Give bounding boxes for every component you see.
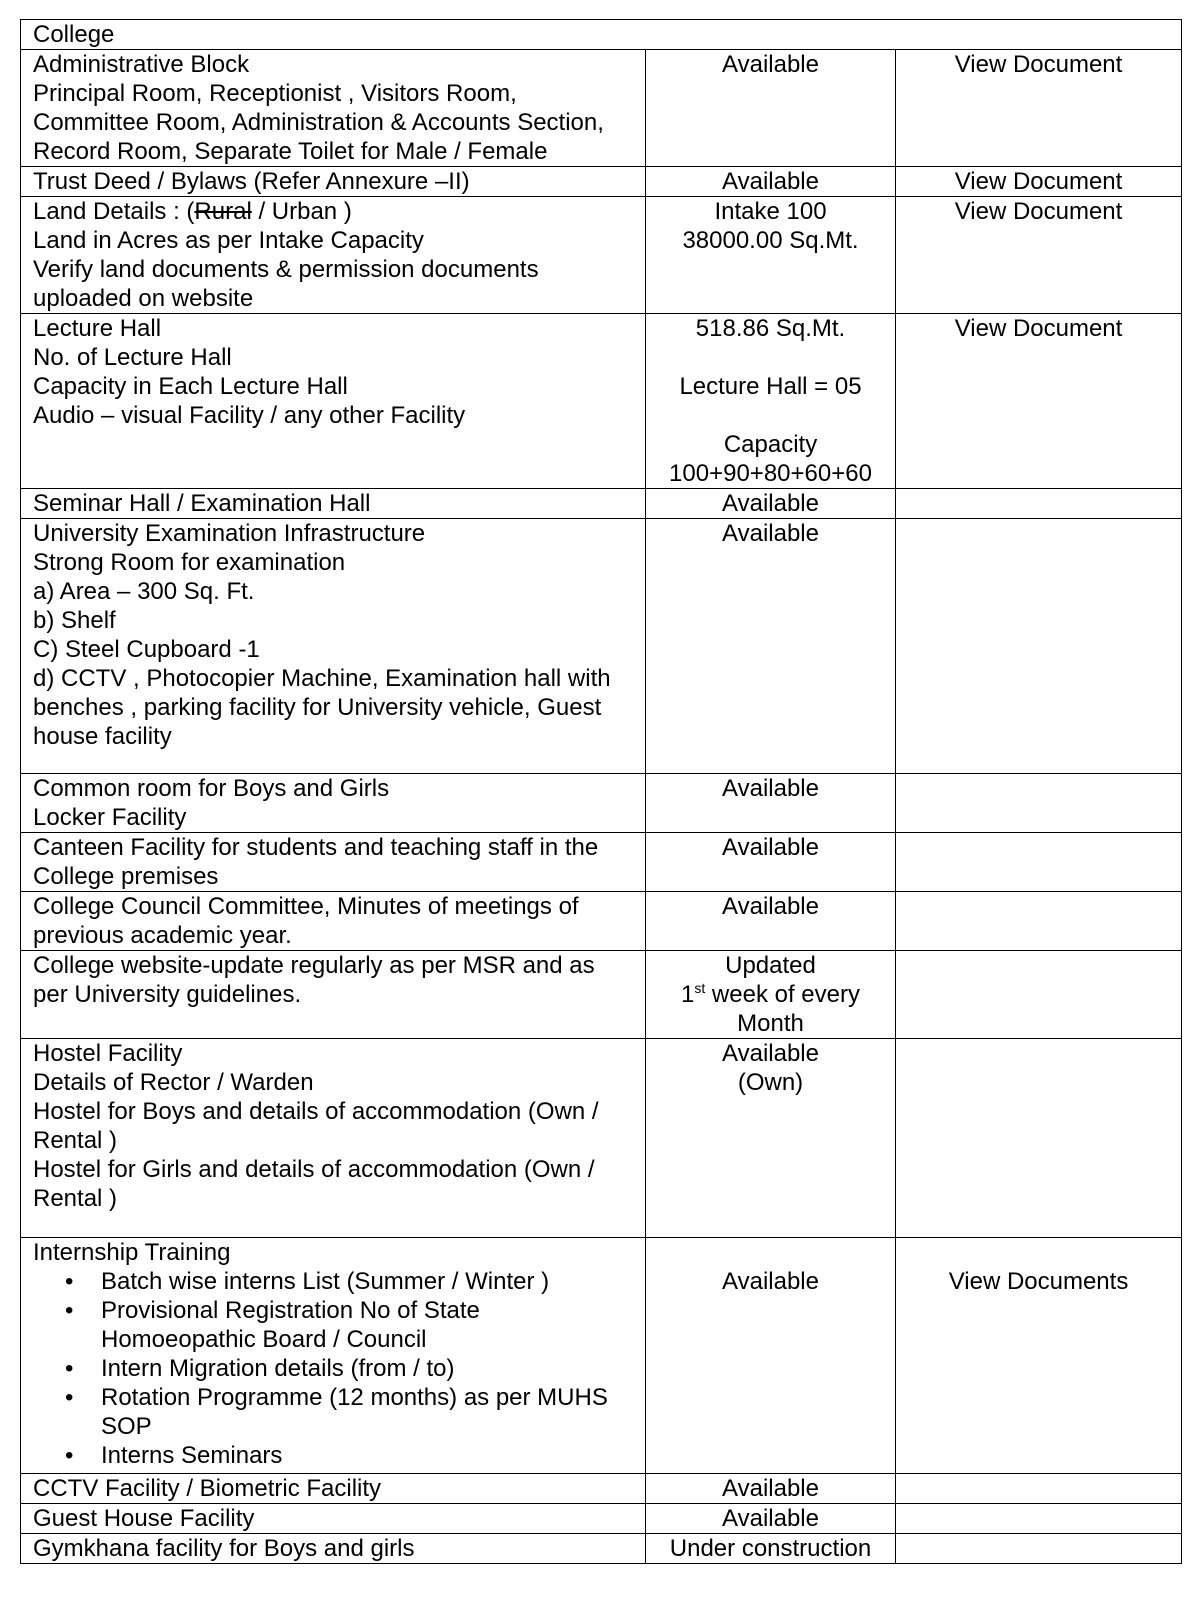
guest-house-description: Guest House Facility [21,1504,646,1534]
college-website-status [646,951,896,1039]
row-text-line: Record Room, Separate Toilet for Male / Female [33,138,548,165]
table-row [21,314,1182,489]
row-text-line: Hostel Facility [33,1040,183,1067]
exam-infrastructure-status: Available [646,519,896,774]
empty-cell [896,892,1182,951]
view-document-link[interactable]: View Document [954,168,1123,195]
facilities-table [20,19,1182,1564]
admin-block-cell [896,50,1182,167]
college-council-status: Available [646,892,896,951]
internship-availability: Available [722,1268,819,1295]
land-details-status [646,197,896,314]
row-text-line: Strong Room for examination [33,549,346,576]
college-heading: College [21,20,1182,50]
table-row [21,519,1182,774]
view-document-link[interactable]: View Document [954,198,1123,225]
empty-cell [896,489,1182,519]
capacity-value: 100+90+80+60+60 [669,460,872,487]
row-text-line: d) CCTV , Photocopier Machine, Examination hall with [33,665,611,692]
row-text-line: previous academic year. [33,922,292,949]
list-item: • Intern Migration details (from / to) [101,1354,633,1383]
lecture-hall-cell [896,314,1182,489]
table-row [21,489,1182,519]
cctv-status: Available [646,1474,896,1504]
table-row [21,833,1182,892]
trust-deed-cell [896,167,1182,197]
row-text-line: benches , parking facility for University vehicle, Guest [33,694,602,721]
hostel-ownership: (Own) [737,1069,804,1096]
table-row [21,197,1182,314]
internship-description [21,1238,646,1474]
land-title-prefix: Land Details : ( [33,198,195,225]
trust-deed-description: Trust Deed / Bylaws (Refer Annexure –II) [21,167,646,197]
view-document-link[interactable]: View Document [954,51,1123,78]
common-room-status: Available [646,774,896,833]
row-text-line: Principal Room, Receptionist , Visitors Room, [33,80,517,107]
row-text-line: Locker Facility [33,804,187,831]
internship-status [646,1238,896,1474]
lecture-hall-count: Lecture Hall = 05 [679,373,862,400]
row-text-line: Hostel for Boys and details of accommodation (Own / [33,1098,599,1125]
row-text-line: Hostel for Girls and details of accommodation (Own / [33,1156,595,1183]
updated-label: Updated [725,952,816,979]
list-item: • Batch wise interns List (Summer / Winter ) [101,1267,633,1296]
row-text-line: Verify land documents & permission documents [33,256,539,283]
empty-cell [896,1534,1182,1564]
cctv-description: CCTV Facility / Biometric Facility [21,1474,646,1504]
canteen-status: Available [646,833,896,892]
row-text-line: Canteen Facility for students and teaching staff in the [33,834,599,861]
hostel-availability: Available [722,1040,819,1067]
struck-rural-text: Rural [194,198,252,225]
land-details-cell [896,197,1182,314]
list-item: • Interns Seminars [101,1441,633,1470]
empty-cell [896,951,1182,1039]
table-row [21,892,1182,951]
empty-cell [896,1504,1182,1534]
view-documents-link[interactable]: View Documents [948,1268,1129,1295]
land-title-suffix: / Urban ) [251,198,352,225]
admin-block-description [21,50,646,167]
land-details-title [33,197,633,226]
table-row [21,50,1182,167]
table-row [21,951,1182,1039]
row-text-line: Audio – visual Facility / any other Facility [33,402,466,429]
row-text-line: house facility [33,723,172,750]
table-row [21,1504,1182,1534]
row-text-line: College Council Committee, Minutes of meetings of [33,893,579,920]
internship-cell [896,1238,1182,1474]
month-label: Month [737,1010,804,1037]
trust-deed-status: Available [646,167,896,197]
table-row [21,1039,1182,1238]
admin-block-status: Available [646,50,896,167]
hostel-description [21,1039,646,1238]
common-room-description [21,774,646,833]
internship-heading: Internship Training [33,1239,231,1266]
ordinal-suffix: st [694,980,706,996]
lecture-hall-status [646,314,896,489]
canteen-description [21,833,646,892]
seminar-hall-description: Seminar Hall / Examination Hall [21,489,646,519]
empty-cell [896,1039,1182,1238]
intake-value: Intake 100 [714,198,827,225]
seminar-hall-status: Available [646,489,896,519]
view-document-link[interactable]: View Document [954,315,1123,342]
update-frequency [658,980,883,1009]
row-text-line: Common room for Boys and Girls [33,775,390,802]
lecture-area-value: 518.86 Sq.Mt. [695,315,846,342]
empty-cell [896,833,1182,892]
table-header-row [21,20,1182,50]
frequency-text: week of every [705,981,860,1008]
land-area-value: 38000.00 Sq.Mt. [682,227,859,254]
table-row [21,167,1182,197]
row-text-line: Administrative Block [33,51,250,78]
row-text-line: Details of Rector / Warden [33,1069,314,1096]
row-text-line: C) Steel Cupboard -1 [33,636,260,663]
lecture-hall-description [21,314,646,489]
list-item: • Provisional Registration No of State Homoeopathic Board / Council [101,1296,633,1354]
row-text-line: Committee Room, Administration & Accounts Section, [33,109,604,136]
guest-house-status: Available [646,1504,896,1534]
college-council-description [21,892,646,951]
row-text-line: College website-update regularly as per MSR and as [33,952,595,979]
row-text-line: Capacity in Each Lecture Hall [33,373,348,400]
row-text-line: Rental ) [33,1185,118,1212]
gymkhana-description: Gymkhana facility for Boys and girls [21,1534,646,1564]
empty-cell [896,519,1182,774]
row-text-line: a) Area – 300 Sq. Ft. [33,578,255,605]
row-text-line: No. of Lecture Hall [33,344,232,371]
frequency-number: 1 [681,981,695,1008]
table-row [21,1238,1182,1474]
exam-infrastructure-description [21,519,646,774]
capacity-label: Capacity [723,431,818,458]
hostel-status [646,1039,896,1238]
college-website-description [21,951,646,1039]
land-details-description [21,197,646,314]
internship-bullet-list [33,1267,633,1470]
table-row [21,1474,1182,1504]
row-text-line: College premises [33,863,219,890]
row-text-line: uploaded on website [33,285,254,312]
table-row [21,774,1182,833]
row-text-line: Lecture Hall [33,315,162,342]
row-text-line: University Examination Infrastructure [33,520,426,547]
row-text-line: Rental ) [33,1127,118,1154]
row-text-line: Land in Acres as per Intake Capacity [33,227,424,254]
empty-cell [896,1474,1182,1504]
empty-cell [896,774,1182,833]
gymkhana-status: Under construction [646,1534,896,1564]
list-item: • Rotation Programme (12 months) as per MUHS SOP [101,1383,633,1441]
row-text-line: b) Shelf [33,607,116,634]
table-row [21,1534,1182,1564]
row-text-line: per University guidelines. [33,981,302,1008]
